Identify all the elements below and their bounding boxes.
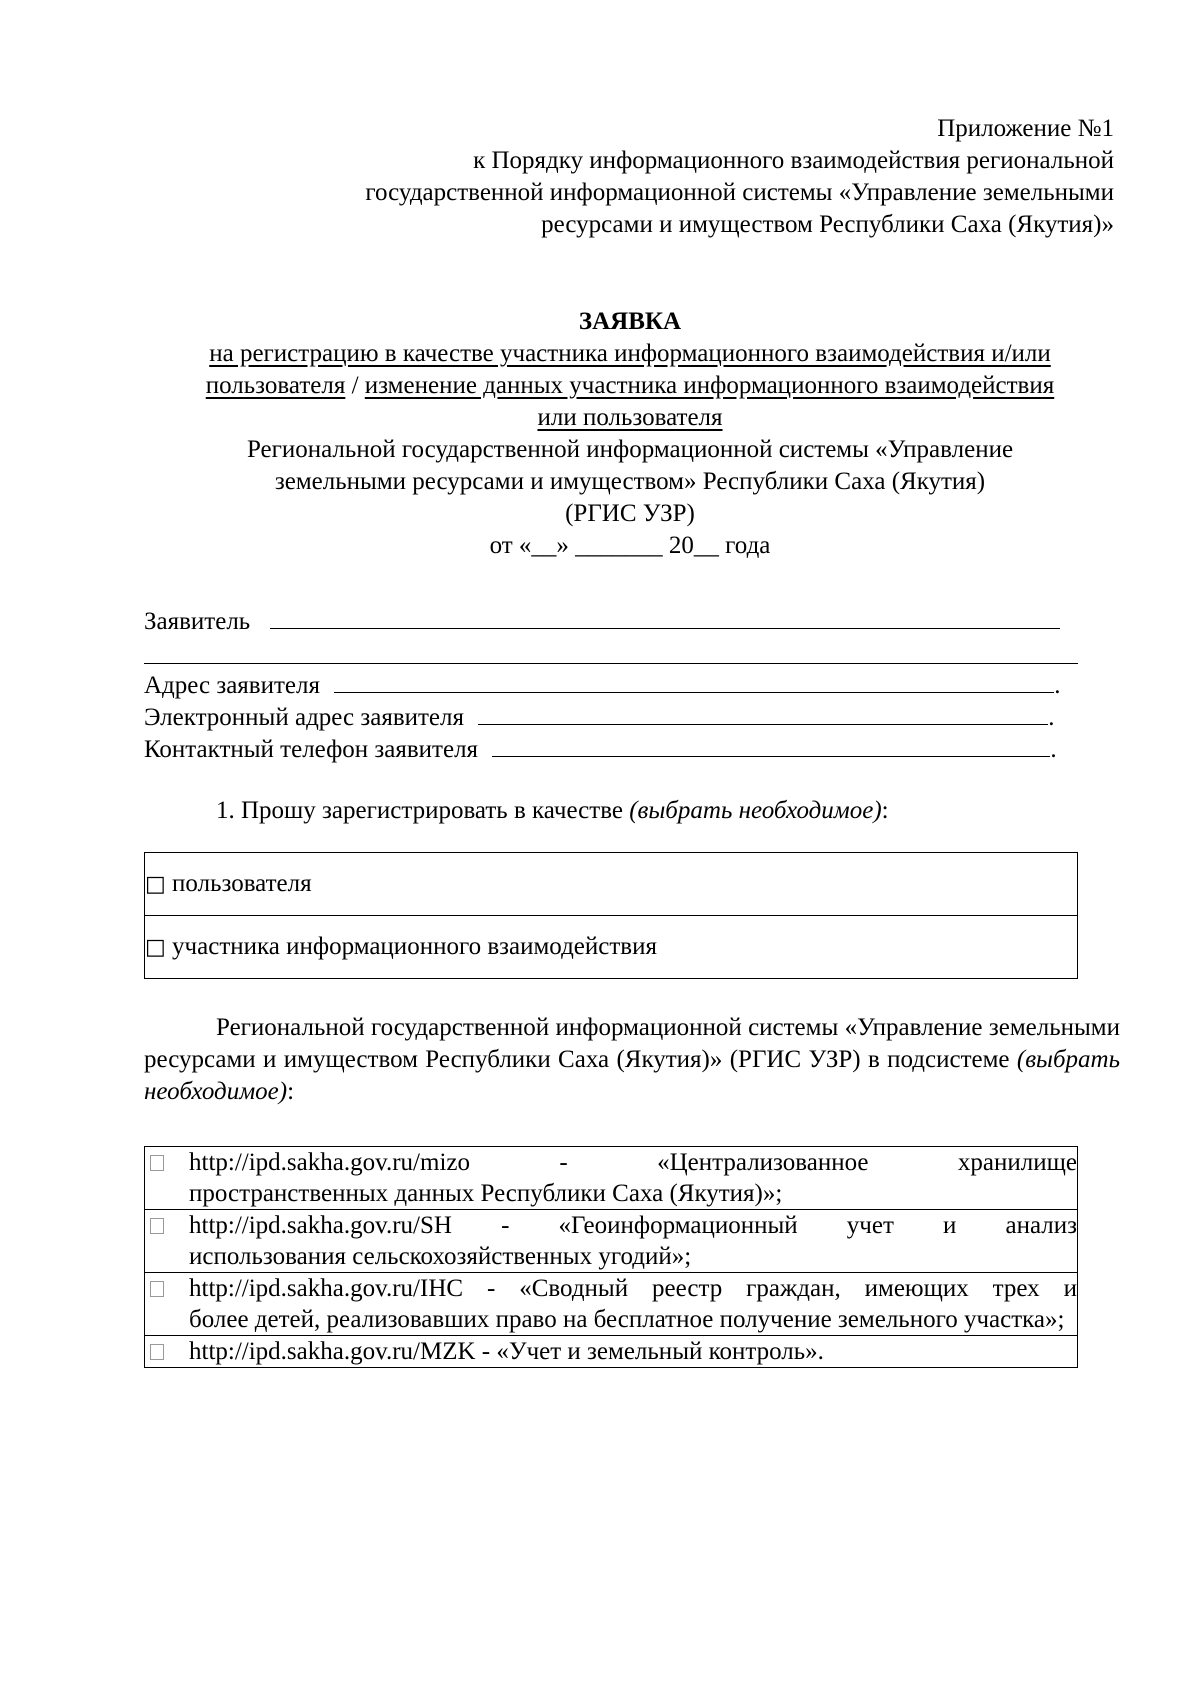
phone-input-line[interactable] [492, 734, 1050, 757]
field-end-mark: . [1054, 672, 1061, 699]
subtitle-user: пользователя [205, 372, 346, 399]
option-cell[interactable] [145, 853, 1078, 916]
subtitle-separator: / [345, 372, 365, 399]
registration-type-table [144, 852, 1078, 979]
system-name-line: земельными ресурсами и имуществом» Республики Саха (Якутия) [274, 468, 986, 495]
address-label: Адрес заявителя [144, 672, 320, 699]
subsystem-text: пространственных данных Республики Саха (Якутия)»; [189, 1180, 783, 1207]
section2-paragraph [144, 1012, 1120, 1108]
field-end-mark: . [1048, 704, 1055, 731]
phone-field [144, 734, 1057, 765]
appendix-line: ресурсами и имуществом Республики Саха (Якутия)» [541, 211, 1114, 238]
email-field [144, 702, 1055, 733]
subsystem-text: использования сельскохозяйственных угодий»; [189, 1243, 692, 1270]
appendix-header [214, 113, 1114, 241]
subsystem-text: http://ipd.sakha.gov.ru/MZK - «Учет и земельный контроль». [189, 1338, 824, 1365]
subsystem-text: http://ipd.sakha.gov.ru/mizo - «Централизованное хранилище [189, 1149, 1077, 1176]
form-subtitle-line [140, 370, 1120, 402]
section2-hint: (выбрать необходимое) [144, 1046, 1120, 1105]
form-title-block [140, 306, 1120, 562]
form-subtitle-line: или пользователя [537, 404, 723, 431]
subsystem-text: более детей, реализовавших право на бесплатное получение земельного участка»; [189, 1306, 1065, 1333]
applicant-continuation-line[interactable] [144, 663, 1078, 664]
form-title: ЗАЯВКА [578, 308, 682, 335]
checkbox-icon[interactable] [150, 1155, 164, 1171]
form-subtitle-line: на регистрацию в качестве участника информационного взаимодействия и/или [209, 340, 1051, 367]
appendix-line: к Порядку информационного взаимодействия региональной [473, 147, 1114, 174]
subsystems-table [144, 1146, 1078, 1368]
subsystem-text: http://ipd.sakha.gov.ru/IHC - «Сводный реестр граждан, имеющих трех и [189, 1275, 1077, 1302]
subsystem-text: http://ipd.sakha.gov.ru/SH - «Геоинформационный учет и анализ [189, 1212, 1077, 1239]
subsystem-cell[interactable] [145, 1210, 1078, 1273]
system-abbreviation: (РГИС УЗР) [565, 500, 695, 527]
address-field [144, 670, 1061, 701]
subsystem-cell[interactable] [145, 1147, 1078, 1210]
address-input-line[interactable] [334, 670, 1054, 693]
option-user-label: пользователя [172, 870, 312, 897]
checkbox-icon[interactable] [150, 1344, 164, 1360]
checkbox-icon[interactable] [150, 1281, 164, 1297]
date-line: от «__» _______ 20__ года [489, 532, 771, 559]
appendix-number: Приложение №1 [937, 115, 1114, 142]
table-row [145, 916, 1078, 979]
applicant-label: Заявитель [144, 608, 251, 635]
email-input-line[interactable] [478, 702, 1048, 725]
system-name-line: Региональной государственной информационной системы «Управление [246, 436, 1014, 463]
phone-label: Контактный телефон заявителя [144, 736, 479, 763]
email-label: Электронный адрес заявителя [144, 704, 465, 731]
applicant-input-line[interactable] [270, 606, 1060, 629]
checkbox-icon[interactable] [150, 1218, 164, 1234]
section1-colon: : [881, 797, 889, 824]
appendix-line: государственной информационной системы «Управление земельными [365, 179, 1114, 206]
section2-text: Региональной государственной информационной системы «Управление земельными ресурсами и имуществом Республики Саха (Якутия)» (РГИС УЗР) в подсистеме [144, 1014, 1120, 1073]
checkbox-icon[interactable]: □ [145, 935, 166, 960]
subsystem-cell[interactable] [145, 1273, 1078, 1336]
table-row [145, 1336, 1078, 1368]
table-row [145, 1147, 1078, 1210]
section1-text: 1. Прошу зарегистрировать в качестве [216, 797, 630, 824]
applicant-field [144, 606, 1060, 637]
section2-colon: : [287, 1078, 295, 1105]
option-cell[interactable] [145, 916, 1078, 979]
checkbox-icon[interactable]: □ [145, 872, 166, 897]
table-row [145, 1210, 1078, 1273]
subtitle-change: изменение данных участника информационного взаимодействия [364, 372, 1055, 399]
table-row [145, 1273, 1078, 1336]
section1-paragraph [216, 797, 889, 825]
subsystem-cell[interactable] [145, 1336, 1078, 1368]
field-end-mark: . [1050, 736, 1057, 763]
option-participant-label: участника информационного взаимодействия [172, 933, 657, 960]
section1-hint: (выбрать необходимое) [629, 797, 882, 824]
table-row [145, 853, 1078, 916]
